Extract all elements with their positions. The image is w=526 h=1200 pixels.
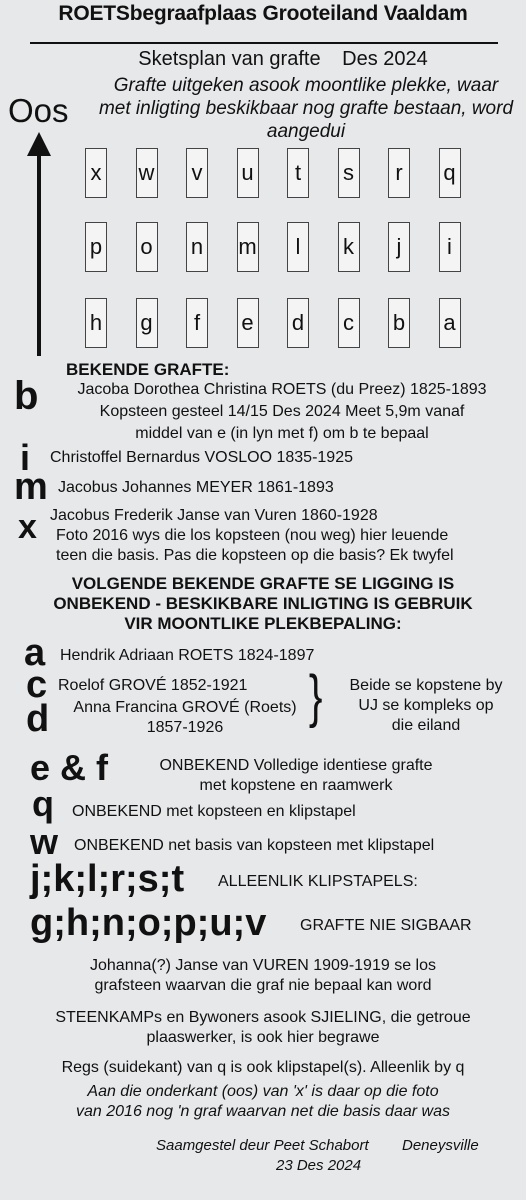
plot-g: g bbox=[136, 298, 158, 348]
plot-r: r bbox=[388, 148, 410, 198]
plot-q: q bbox=[439, 148, 461, 198]
plot-l: l bbox=[287, 222, 309, 272]
invisible-letters: g;h;n;o;p;u;v bbox=[30, 902, 267, 944]
johanna-line1: Johanna(?) Janse van VUREN 1909-1919 se los bbox=[90, 957, 436, 974]
plot-m: m bbox=[237, 222, 259, 272]
plot-s: s bbox=[338, 148, 360, 198]
grave-label-m: m bbox=[14, 466, 48, 508]
brace-note-line3: die eiland bbox=[391, 717, 461, 734]
grave-x-line3: teen die basis. Pas die kopsteen op die basis? Ek twyfel bbox=[56, 547, 454, 564]
oos-note-line1: Aan die onderkant (oos) van 'x' is daar op die foto bbox=[87, 1083, 439, 1100]
intro-text: Grafte uitgeken asook moontlike plekke, waar met inligting beskikbaar nog grafte bestaan, word aangedui bbox=[98, 75, 514, 142]
grave-b-line3: middel van e (in lyn met f) om b te bepaal bbox=[135, 425, 429, 442]
invisible-text: GRAFTE NIE SIGBAAR bbox=[300, 917, 472, 934]
plot-p: p bbox=[85, 222, 107, 272]
grave-label-q: q bbox=[32, 783, 54, 824]
plot-b: b bbox=[388, 298, 410, 348]
grave-a-text: Hendrik Adriaan ROETS 1824-1897 bbox=[60, 647, 315, 664]
orientation-label: Oos bbox=[8, 92, 69, 129]
grave-ef-line1: ONBEKEND Volledige identiese grafte bbox=[159, 757, 433, 774]
grave-label-b: b bbox=[14, 374, 39, 418]
regs-note: Regs (suidekant) van q is ook klipstapel(s). Alleenlik by q bbox=[61, 1059, 465, 1076]
brace-icon: } bbox=[308, 664, 323, 729]
plot-h: h bbox=[85, 298, 107, 348]
grave-label-x: x bbox=[18, 508, 37, 546]
stack-letters: j;k;l;r;s;t bbox=[30, 858, 185, 900]
grave-w-text: ONBEKEND net basis van kopsteen met klipstapel bbox=[74, 837, 435, 854]
plot-u: u bbox=[237, 148, 259, 198]
subtitle bbox=[0, 48, 526, 71]
grave-label-a: a bbox=[24, 632, 46, 674]
plot-v: v bbox=[186, 148, 208, 198]
plot-x: x bbox=[85, 148, 107, 198]
grave-d-line1: Anna Francina GROVÉ (Roets) bbox=[73, 699, 297, 716]
brace-note-line2: UJ se kompleks op bbox=[358, 697, 494, 714]
plot-e: e bbox=[237, 298, 259, 348]
grave-x-line1: Jacobus Frederik Janse van Vuren 1860-1928 bbox=[50, 507, 378, 524]
brace-note-line1: Beide se kopstene by bbox=[349, 677, 503, 694]
grave-q-text: ONBEKEND met kopsteen en klipstapel bbox=[72, 803, 356, 820]
compiled-date: 23 Des 2024 bbox=[276, 1157, 362, 1174]
plot-w: w bbox=[136, 148, 158, 198]
plot-c: c bbox=[338, 298, 360, 348]
grave-label-c: c bbox=[26, 664, 48, 706]
oos-note-line2: van 2016 nog 'n graf waarvan net die basis daar was bbox=[76, 1103, 450, 1120]
grave-b-line1: Jacoba Dorothea Christina ROETS (du Preez) 1825-1893 bbox=[77, 381, 487, 398]
johanna-line2: grafsteen waarvan die graf nie bepaal kan word bbox=[94, 977, 432, 994]
grave-label-i: i bbox=[20, 437, 31, 478]
arrow-shaft bbox=[37, 150, 41, 356]
subtitle-main: Sketsplan van grafte bbox=[138, 48, 321, 70]
title-rule bbox=[30, 42, 498, 44]
plot-n: n bbox=[186, 222, 208, 272]
grave-m-text: Jacobus Johannes MEYER 1861-1893 bbox=[58, 479, 334, 496]
known-heading: BEKENDE GRAFTE: bbox=[66, 360, 230, 379]
subtitle-date: Des 2024 bbox=[342, 48, 428, 70]
plot-t: t bbox=[287, 148, 309, 198]
compiled-place: Deneysville bbox=[402, 1137, 479, 1154]
unknown-heading-1: VOLGENDE BEKENDE GRAFTE SE LIGGING IS bbox=[71, 574, 455, 593]
stack-text: ALLEENLIK KLIPSTAPELS: bbox=[218, 873, 418, 890]
plot-i: i bbox=[439, 222, 461, 272]
steenkamp-line2: plaaswerker, is ook hier begrawe bbox=[146, 1029, 380, 1046]
grave-b-line2: Kopsteen gesteel 14/15 Des 2024 Meet 5,9m vanaf bbox=[99, 403, 465, 420]
unknown-heading-3: VIR MOONTLIKE PLEKBEPALING: bbox=[124, 614, 402, 633]
document-title: ROETSbegraafplaas Grooteiland Vaaldam bbox=[58, 2, 468, 25]
grave-x-line2: Foto 2016 wys die los kopsteen (nou weg) hier leuende bbox=[56, 527, 449, 544]
plot-j: j bbox=[388, 222, 410, 272]
grave-label-ef: e & f bbox=[30, 747, 109, 788]
grave-label-w: w bbox=[30, 821, 59, 862]
grave-i-text: Christoffel Bernardus VOSLOO 1835-1925 bbox=[50, 449, 353, 466]
plot-o: o bbox=[136, 222, 158, 272]
steenkamp-line1: STEENKAMPs en Bywoners asook SJIELING, die getroue bbox=[55, 1009, 471, 1026]
compiled-by: Saamgestel deur Peet Schabort bbox=[156, 1137, 369, 1154]
plot-d: d bbox=[287, 298, 309, 348]
plot-k: k bbox=[338, 222, 360, 272]
unknown-heading-2: ONBEKEND - BESKIKBARE INLIGTING IS GEBRUIK bbox=[53, 594, 473, 613]
grave-d-line2: 1857-1926 bbox=[146, 719, 224, 736]
grave-c-text: Roelof GROVÉ 1852-1921 bbox=[58, 677, 248, 694]
plot-a: a bbox=[439, 298, 461, 348]
grave-ef-line2: met kopstene en raamwerk bbox=[199, 777, 393, 794]
grave-label-d: d bbox=[26, 698, 50, 740]
plot-f: f bbox=[186, 298, 208, 348]
